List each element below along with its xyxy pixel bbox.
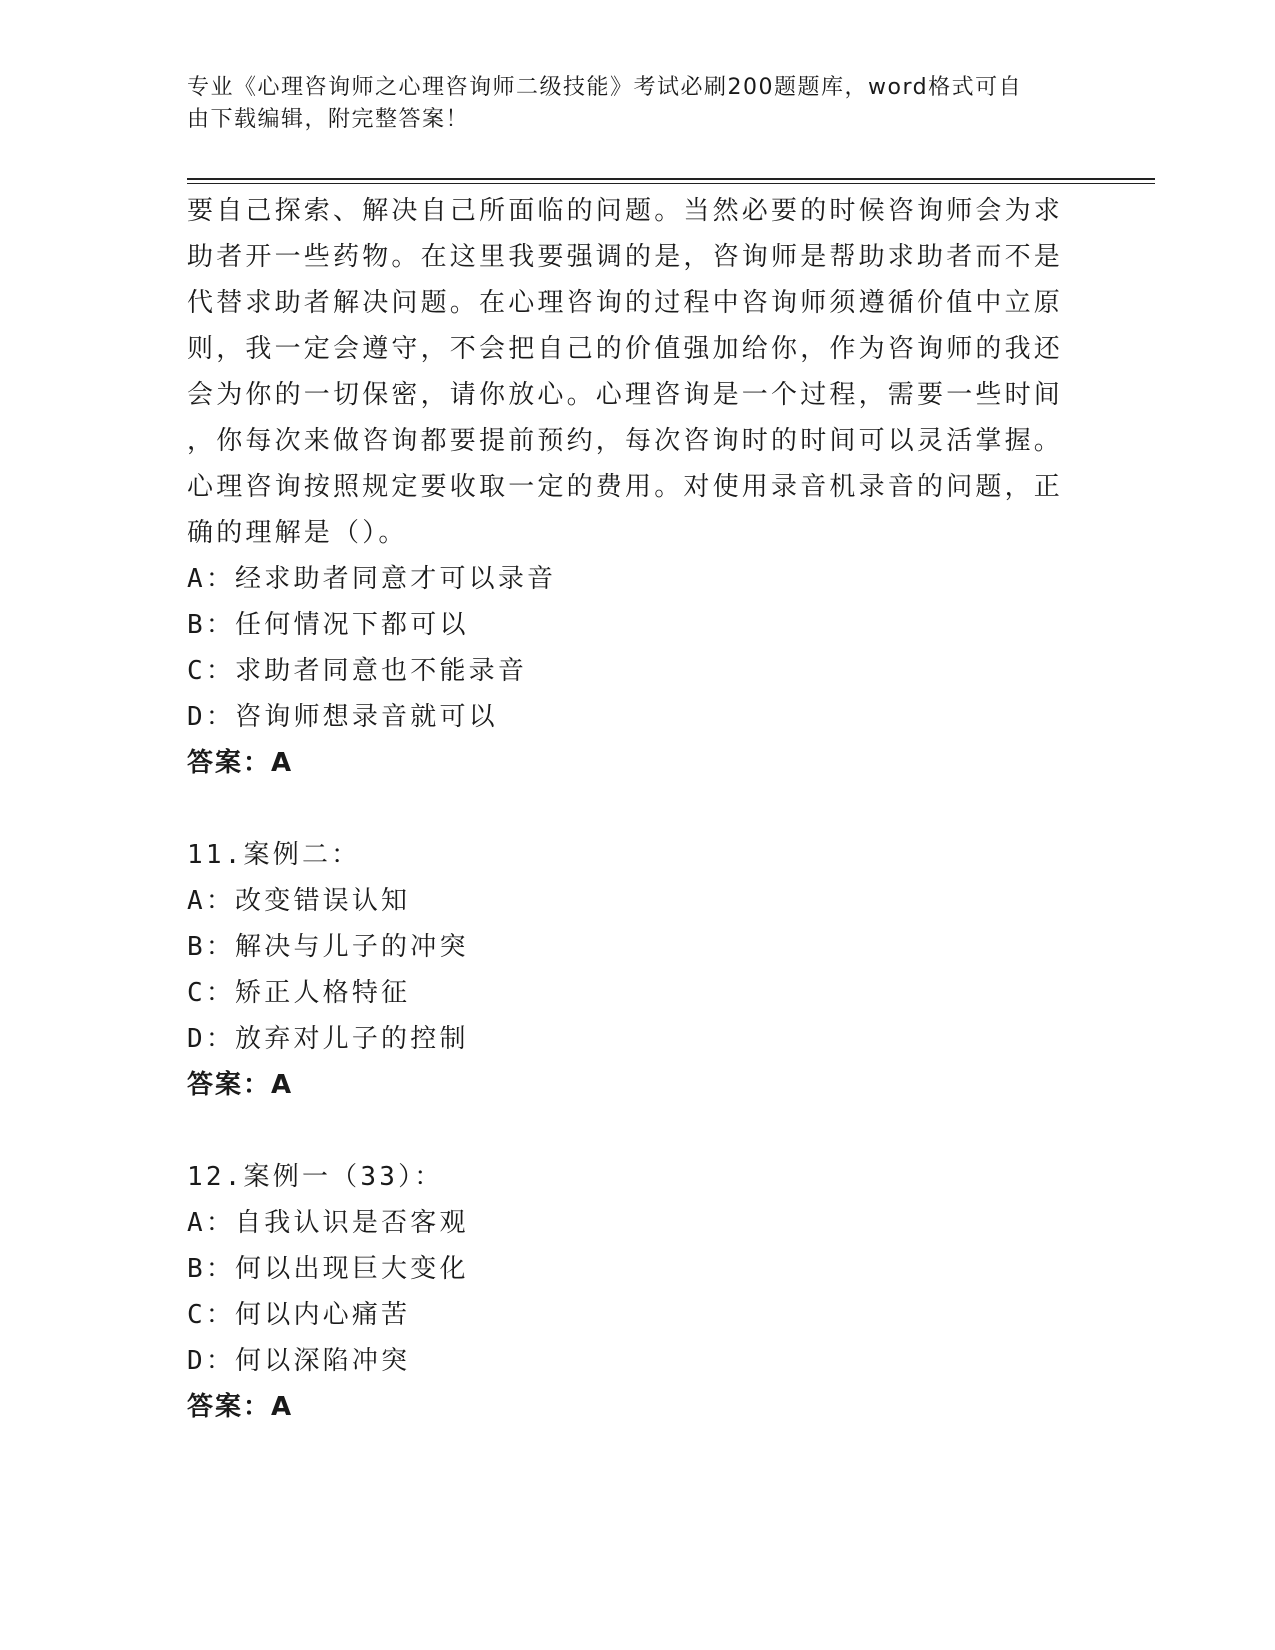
option-c: C：矫正人格特征: [187, 978, 411, 1008]
passage-line: 助者开一些药物。在这里我要强调的是，咨询师是帮助求助者而不是: [187, 242, 1064, 272]
document-header: [187, 72, 1067, 136]
document-body: [187, 188, 1067, 1430]
passage-line: 会为你的一切保密，请你放心。心理咨询是一个过程，需要一些时间: [187, 380, 1064, 410]
option-d: D：咨询师想录音就可以: [187, 702, 498, 732]
question-12-title: 12.案例一（33）：: [187, 1162, 444, 1192]
header-line-2: 由下载编辑，附完整答案！: [187, 107, 470, 132]
passage-line: 则，我一定会遵守，不会把自己的价值强加给你，作为咨询师的我还: [187, 334, 1064, 364]
option-d: D：何以深陷冲突: [187, 1346, 411, 1376]
option-b: B：任何情况下都可以: [187, 610, 469, 640]
header-divider-thin: [187, 183, 1155, 184]
question-11-title: 11.案例二：: [187, 840, 361, 870]
header-line-1: 专业《心理咨询师之心理咨询师二级技能》考试必刷200题题库，word格式可自: [187, 75, 1023, 100]
option-a: A：自我认识是否客观: [187, 1208, 469, 1238]
passage-line: 心理咨询按照规定要收取一定的费用。对使用录音机录音的问题，正: [187, 472, 1064, 502]
option-d: D：放弃对儿子的控制: [187, 1024, 469, 1054]
option-b: B：解决与儿子的冲突: [187, 932, 469, 962]
header-divider-thick: [187, 178, 1155, 180]
option-c: C：求助者同意也不能录音: [187, 656, 528, 686]
question-11: [187, 832, 1067, 1108]
question-12-answer: 答案：A: [187, 1392, 294, 1422]
question-10-passage: [187, 188, 1067, 556]
option-c: C：何以内心痛苦: [187, 1300, 411, 1330]
question-10-options: [187, 556, 1067, 740]
passage-line: ，你每次来做咨询都要提前预约，每次咨询时的时间可以灵活掌握。: [187, 426, 1064, 456]
passage-line: 要自己探索、解决自己所面临的问题。当然必要的时候咨询师会为求: [187, 196, 1064, 226]
question-10-answer: 答案：A: [187, 748, 294, 778]
question-12: [187, 1154, 1067, 1430]
spacer: [187, 1108, 1067, 1154]
question-11-answer: 答案：A: [187, 1070, 294, 1100]
option-a: A：改变错误认知: [187, 886, 411, 916]
passage-line: 代替求助者解决问题。在心理咨询的过程中咨询师须遵循价值中立原: [187, 288, 1064, 318]
option-a: A：经求助者同意才可以录音: [187, 564, 557, 594]
passage-line: 确的理解是（）。: [187, 518, 408, 548]
spacer: [187, 786, 1067, 832]
option-b: B：何以出现巨大变化: [187, 1254, 469, 1284]
